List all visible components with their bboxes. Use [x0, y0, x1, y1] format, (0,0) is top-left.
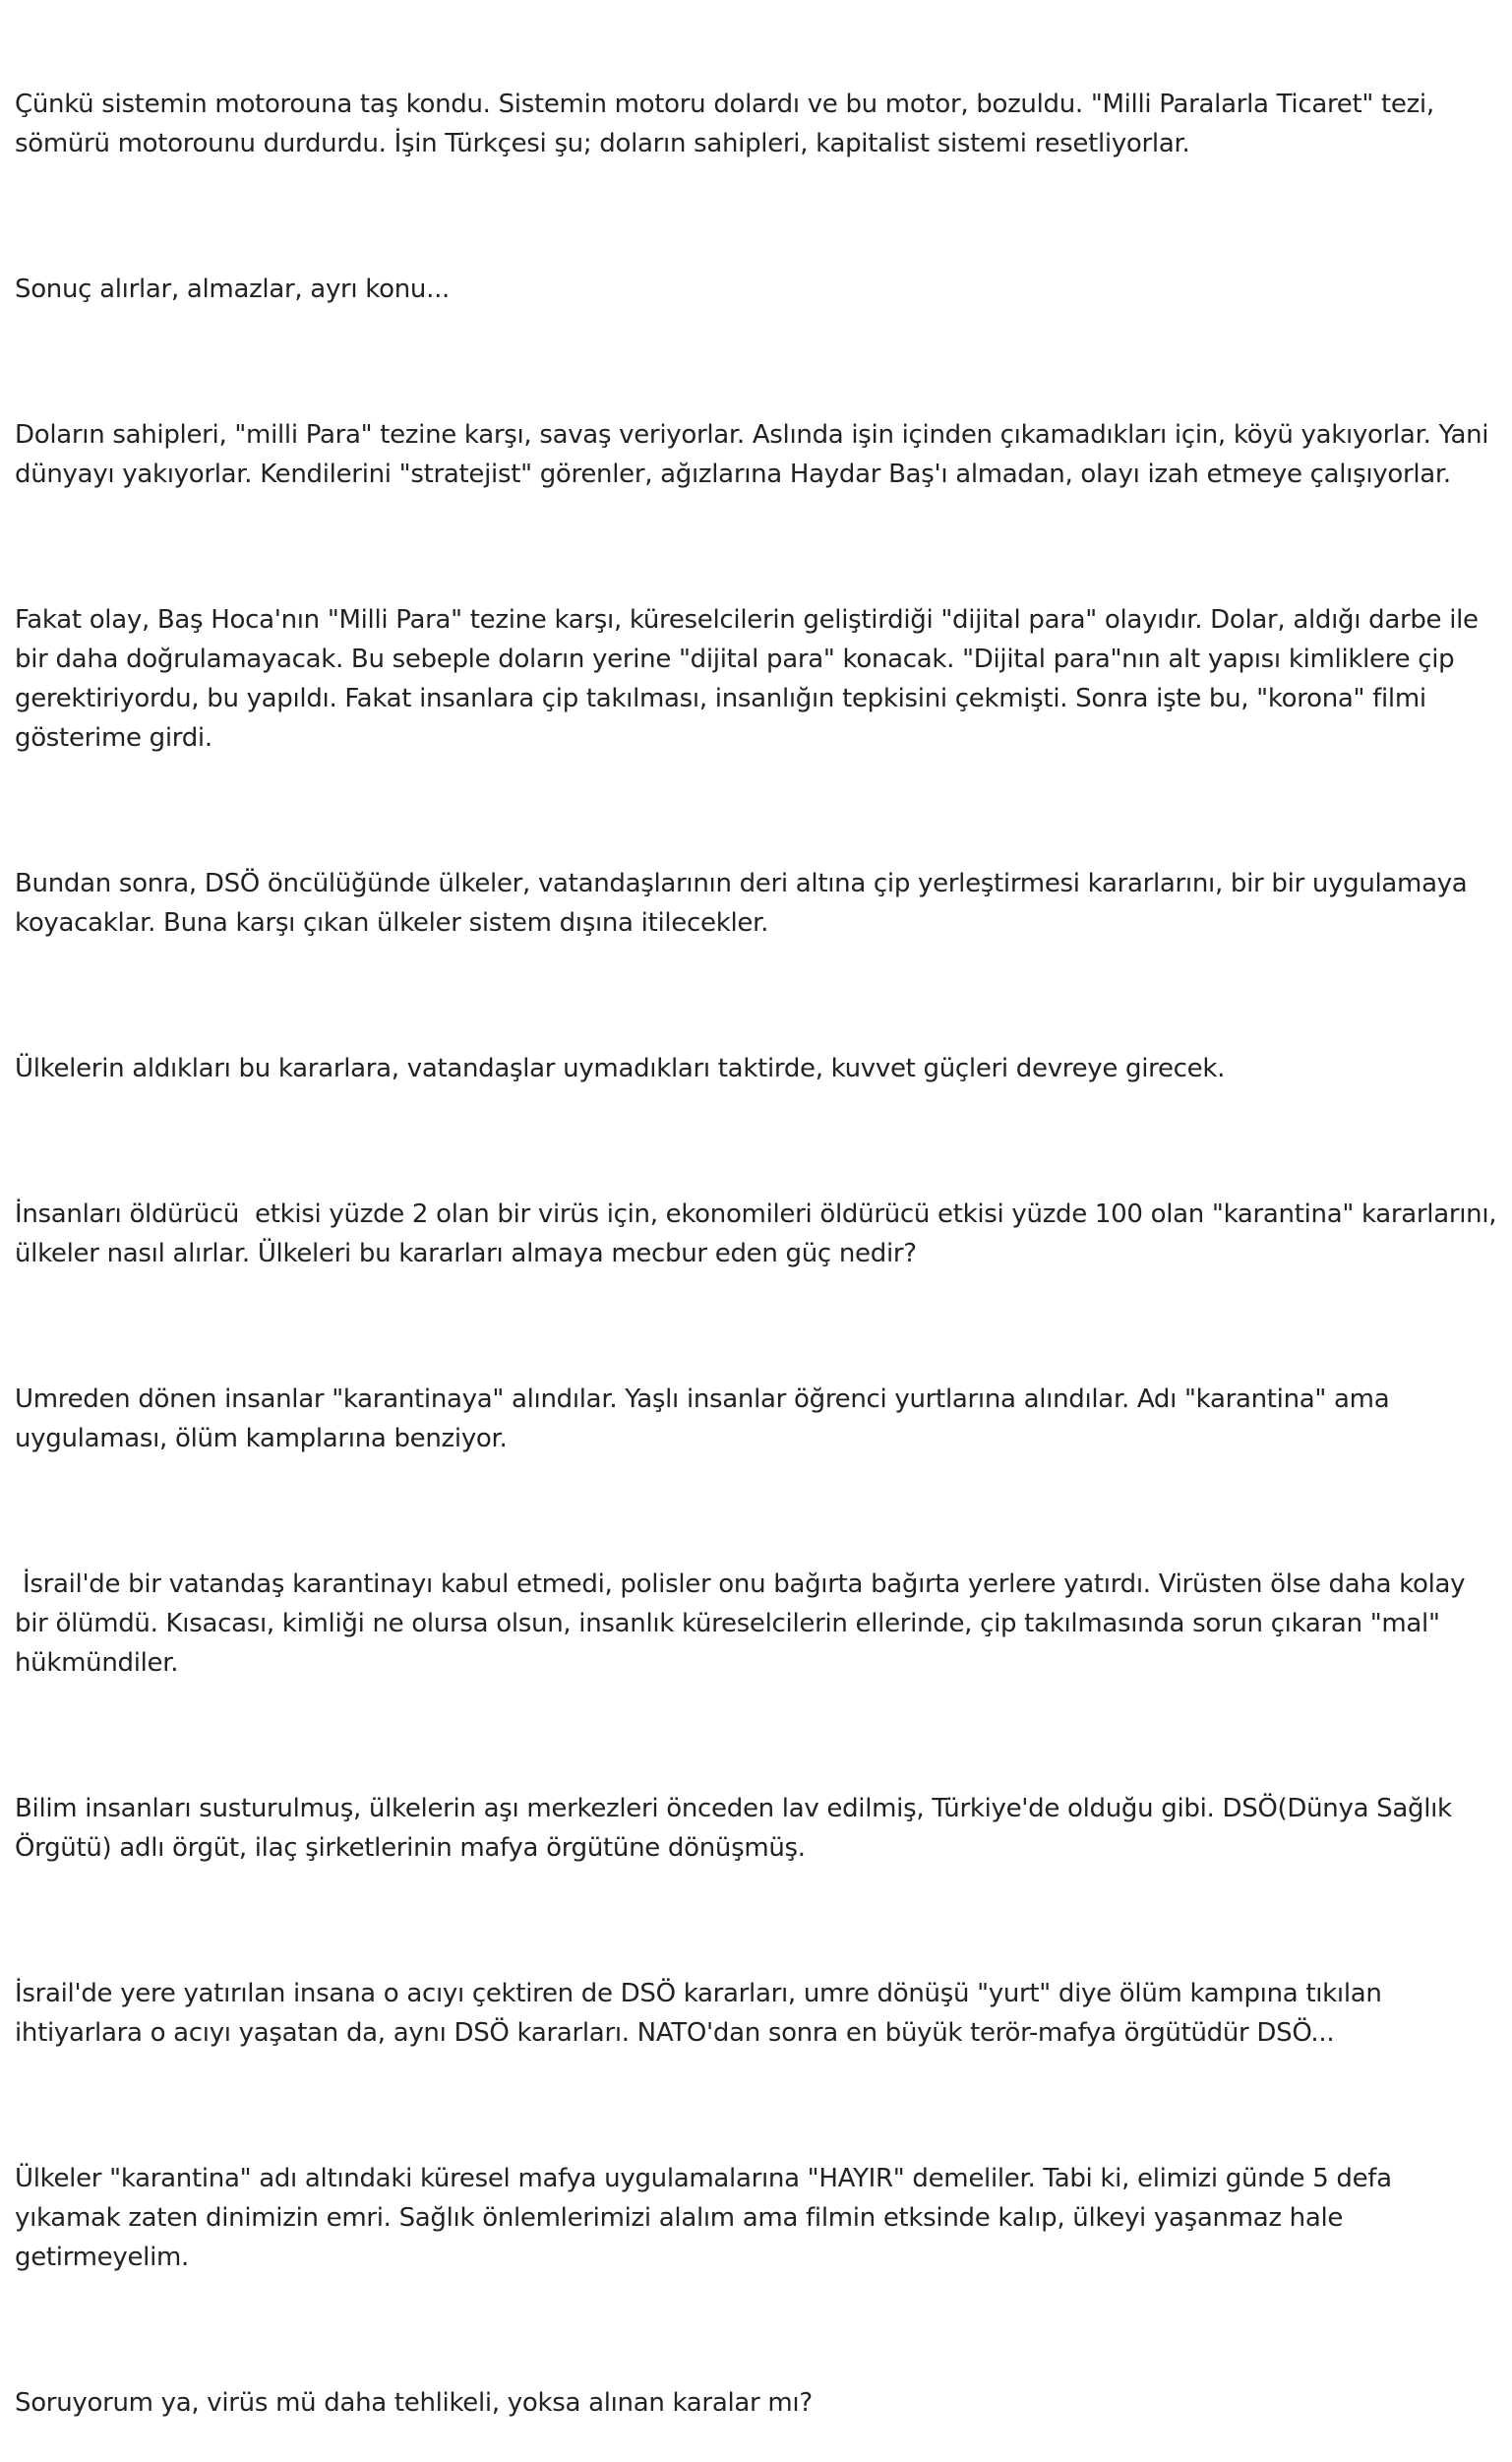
- paragraph-1: Çünkü sistemin motorouna taş kondu. Sistemin motoru dolardı ve bu motor, bozuldu. "Milli Paralarla Ticaret" tezi, sömürü motorounu durdurdu. İşin Türkçesi şu; doların sahipleri, kapitalist sistemi resetliyorlar.: [15, 90, 1442, 158]
- paragraph-2: Sonuç alırlar, almazlar, ayrı konu...: [15, 275, 450, 304]
- paragraph-4: Fakat olay, Baş Hoca'nın "Milli Para" tezine karşı, küreselcilerin geliştirdiği "dijital para" olayıdır. Dolar, aldığı darbe ile bir daha doğrulamayacak. Bu sebeple doların yerine "dijital para" konacak. "Dijital para"nın alt yapısı kimliklere çip gerektiriyordu, bu yapıldı. Fakat insanlara çip takılması, insanlığın tepkisini çekmişti. Sonra işte bu, "korona" filmi gösterime girdi.: [15, 605, 1486, 753]
- paragraph-10: Bilim insanları susturulmuş, ülkelerin aşı merkezleri önceden lav edilmiş, Türkiye'de olduğu gibi. DSÖ(Dünya Sağlık Örgütü) adlı örgüt, ilaç şirketlerinin mafya örgütüne dönüşmüş.: [15, 1794, 1460, 1863]
- paragraph-9: İsrail'de bir vatandaş karantinayı kabul etmedi, polisler onu bağırta bağırta yerlere yatırdı. Virüsten ölse daha kolay bir ölümdü. Kısacası, kimliği ne olursa olsun, insanlık küreselcilerin ellerinde, çip takılmasında sorun çıkaran "mal" hükmündiler.: [15, 1570, 1474, 1678]
- paragraph-6: Ülkelerin aldıkları bu kararlara, vatandaşlar uymadıkları taktirde, kuvvet güçleri devreye girecek.: [15, 1054, 1226, 1083]
- paragraph-12: Ülkeler "karantina" adı altındaki küresel mafya uygulamalarına "HAYIR" demeliler. Tabi ki, elimizi günde 5 defa yıkamak zaten dinimizin emri. Sağlık önlemlerimizi alalım ama filmin etksinde kalıp, ülkeyi yaşanmaz hale getirmeyelim.: [15, 2164, 1400, 2272]
- paragraph-7: İnsanları öldürücü etkisi yüzde 2 olan bir virüs için, ekonomileri öldürücü etkisi yüzde 100 olan "karantina" kararlarını, ülkeler nasıl alırlar. Ülkeleri bu kararları almaya mecbur eden güç nedir?: [15, 1200, 1505, 1268]
- paragraph-5: Bundan sonra, DSÖ öncülüğünde ülkeler, vatandaşlarının deri altına çip yerleştirmesi kararlarını, bir bir uygulamaya koyacaklar. Buna karşı çıkan ülkeler sistem dışına itilecekler.: [15, 869, 1476, 938]
- paragraph-11: İsrail'de yere yatırılan insana o acıyı çektiren de DSÖ kararları, umre dönüşü "yurt" diye ölüm kampına tıkılan ihtiyarlara o acıyı yaşatan da, aynı DSÖ kararları. NATO'dan sonra en büyük terör-mafya örgütüdür DSÖ...: [15, 1979, 1390, 2048]
- paragraph-3: Doların sahipleri, "milli Para" tezine karşı, savaş veriyorlar. Aslında işin içinden çıkamadıkları için, köyü yakıyorlar. Yani dünyayı yakıyorlar. Kendilerini "stratejist" görenler, ağızlarına Haydar Baş'ı almadan, olayı izah etmeye çalışıyorlar.: [15, 420, 1497, 489]
- paragraph-13: Soruyorum ya, virüs mü daha tehlikeli, yoksa alınan karalar mı?: [15, 2388, 813, 2418]
- paragraph-8: Umreden dönen insanlar "karantinaya" alındılar. Yaşlı insanlar öğrenci yurtlarına alındılar. Adı "karantina" ama uygulaması, ölüm kamplarına benziyor.: [15, 1385, 1398, 1453]
